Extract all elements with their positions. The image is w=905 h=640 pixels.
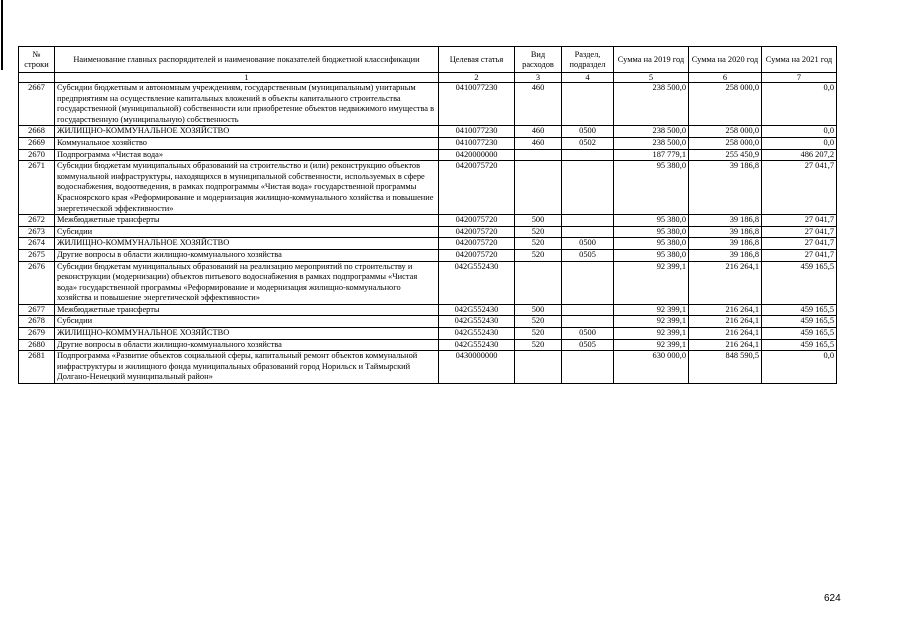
row-sum-2019: 92 399,1 bbox=[614, 328, 689, 340]
row-name: ЖИЛИЩНО-КОММУНАЛЬНОЕ ХОЗЯЙСТВО bbox=[55, 126, 439, 138]
column-number: 2 bbox=[439, 73, 515, 83]
row-name: Коммунальное хозяйство bbox=[55, 137, 439, 149]
column-number: 1 bbox=[55, 73, 439, 83]
left-margin-rule bbox=[1, 0, 3, 70]
row-sum-2019: 95 380,0 bbox=[614, 215, 689, 227]
row-vid: 520 bbox=[515, 316, 562, 328]
table-row bbox=[19, 161, 837, 215]
table-row bbox=[19, 83, 837, 126]
row-name: Межбюджетные трансферты bbox=[55, 215, 439, 227]
row-sum-2019: 630 000,0 bbox=[614, 351, 689, 384]
row-sum-2020: 216 264,1 bbox=[689, 339, 762, 351]
row-sum-2021: 459 165,5 bbox=[762, 328, 837, 340]
row-vid: 520 bbox=[515, 249, 562, 261]
table-row bbox=[19, 226, 837, 238]
row-name: Подпрограмма «Развитие объектов социальной сферы, капитальный ремонт объектов коммунальной инфраструктуры и жилищного фонда муниципальных образований город Норильск и Таймырский Долгано-Ненецкий муниципальный район» bbox=[55, 351, 439, 384]
header-vid: Вид расходов bbox=[515, 47, 562, 73]
row-name: Субсидии бюджетным и автономным учреждениям, государственным (муниципальным) унитарным предприятиям на осуществление капитальных вложений в объекты капитального строительства государственной (муниципальной) собственности или приобретение объектов недвижимого имущества в государственную (муниципальную) собственность bbox=[55, 83, 439, 126]
table-row bbox=[19, 261, 837, 304]
row-name: Межбюджетные трансферты bbox=[55, 304, 439, 316]
row-sum-2019: 95 380,0 bbox=[614, 226, 689, 238]
row-article: 042G552430 bbox=[439, 328, 515, 340]
row-razdel: 0505 bbox=[562, 249, 614, 261]
table-row bbox=[19, 126, 837, 138]
header-razdel: Раздел, подраздел bbox=[562, 47, 614, 73]
row-sum-2019: 95 380,0 bbox=[614, 249, 689, 261]
row-razdel bbox=[562, 215, 614, 227]
row-name: Субсидии bbox=[55, 226, 439, 238]
row-vid: 500 bbox=[515, 215, 562, 227]
row-sum-2021: 486 207,2 bbox=[762, 149, 837, 161]
column-number: 4 bbox=[562, 73, 614, 83]
row-sum-2021: 0,0 bbox=[762, 126, 837, 138]
row-sum-2021: 0,0 bbox=[762, 351, 837, 384]
row-sum-2019: 95 380,0 bbox=[614, 238, 689, 250]
header-no: № строки bbox=[19, 47, 55, 73]
row-article: 0420075720 bbox=[439, 249, 515, 261]
row-sum-2021: 27 041,7 bbox=[762, 161, 837, 215]
row-number: 2678 bbox=[19, 316, 55, 328]
row-razdel: 0502 bbox=[562, 137, 614, 149]
row-sum-2019: 238 500,0 bbox=[614, 137, 689, 149]
row-vid: 460 bbox=[515, 83, 562, 126]
row-vid: 500 bbox=[515, 304, 562, 316]
row-sum-2020: 258 000,0 bbox=[689, 126, 762, 138]
row-vid: 520 bbox=[515, 238, 562, 250]
table-row bbox=[19, 137, 837, 149]
table-row bbox=[19, 249, 837, 261]
table-row bbox=[19, 316, 837, 328]
row-vid: 520 bbox=[515, 226, 562, 238]
row-vid bbox=[515, 161, 562, 215]
row-sum-2019: 92 399,1 bbox=[614, 304, 689, 316]
row-number: 2671 bbox=[19, 161, 55, 215]
row-name: ЖИЛИЩНО-КОММУНАЛЬНОЕ ХОЗЯЙСТВО bbox=[55, 328, 439, 340]
row-sum-2020: 216 264,1 bbox=[689, 261, 762, 304]
row-number: 2673 bbox=[19, 226, 55, 238]
row-sum-2021: 27 041,7 bbox=[762, 238, 837, 250]
header-row bbox=[19, 47, 837, 73]
row-name: Другие вопросы в области жилищно-коммунального хозяйства bbox=[55, 339, 439, 351]
header-sum2019: Сумма на 2019 год bbox=[614, 47, 689, 73]
row-razdel bbox=[562, 351, 614, 384]
row-sum-2021: 27 041,7 bbox=[762, 215, 837, 227]
table-row bbox=[19, 339, 837, 351]
page-number: 624 bbox=[824, 593, 841, 604]
row-sum-2021: 459 165,5 bbox=[762, 304, 837, 316]
row-sum-2019: 238 500,0 bbox=[614, 126, 689, 138]
row-name: Другие вопросы в области жилищно-коммунального хозяйства bbox=[55, 249, 439, 261]
row-name: Субсидии bbox=[55, 316, 439, 328]
table-row bbox=[19, 328, 837, 340]
column-number bbox=[19, 73, 55, 83]
row-razdel: 0505 bbox=[562, 339, 614, 351]
column-number: 5 bbox=[614, 73, 689, 83]
row-number: 2675 bbox=[19, 249, 55, 261]
row-article: 0420075720 bbox=[439, 238, 515, 250]
row-sum-2020: 39 186,8 bbox=[689, 226, 762, 238]
table-row bbox=[19, 351, 837, 384]
row-number: 2674 bbox=[19, 238, 55, 250]
row-article: 0420075720 bbox=[439, 215, 515, 227]
row-number: 2677 bbox=[19, 304, 55, 316]
row-razdel bbox=[562, 304, 614, 316]
row-name: Субсидии бюджетам муниципальных образований на строительство и (или) реконструкцию объектов коммунальной инфраструктуры, находящихся в муниципальной собственности, используемых в сфере водоснабжения, водоотведения, в рамках подпрограммы «Чистая вода» государственной программы Красноярского края «Реформирование и модернизация жилищно-коммунального хозяйства и повышение энергетической эффективности» bbox=[55, 161, 439, 215]
row-sum-2020: 848 590,5 bbox=[689, 351, 762, 384]
row-sum-2021: 459 165,5 bbox=[762, 339, 837, 351]
row-sum-2020: 216 264,1 bbox=[689, 328, 762, 340]
table-body bbox=[19, 83, 837, 384]
row-razdel: 0500 bbox=[562, 328, 614, 340]
row-sum-2021: 0,0 bbox=[762, 83, 837, 126]
row-name: Субсидии бюджетам муниципальных образований на реализацию мероприятий по строительству и реконструкции (модернизации) объектов питьевого водоснабжения в рамках подпрограммы «Чистая вода» государственной программы «Реформирование и модернизация жилищно-коммунального хозяйства и повышение энергетической эффективности» bbox=[55, 261, 439, 304]
budget-table bbox=[18, 46, 837, 384]
row-vid bbox=[515, 351, 562, 384]
column-number: 7 bbox=[762, 73, 837, 83]
row-number: 2681 bbox=[19, 351, 55, 384]
row-article: 0420075720 bbox=[439, 226, 515, 238]
row-article: 0420000000 bbox=[439, 149, 515, 161]
row-vid: 520 bbox=[515, 328, 562, 340]
row-number: 2667 bbox=[19, 83, 55, 126]
row-razdel bbox=[562, 149, 614, 161]
row-sum-2019: 92 399,1 bbox=[614, 316, 689, 328]
column-number: 3 bbox=[515, 73, 562, 83]
row-number: 2676 bbox=[19, 261, 55, 304]
row-number: 2680 bbox=[19, 339, 55, 351]
row-sum-2020: 39 186,8 bbox=[689, 215, 762, 227]
row-article: 0410077230 bbox=[439, 126, 515, 138]
row-sum-2021: 27 041,7 bbox=[762, 249, 837, 261]
row-sum-2020: 255 450,9 bbox=[689, 149, 762, 161]
row-sum-2021: 459 165,5 bbox=[762, 261, 837, 304]
row-sum-2021: 27 041,7 bbox=[762, 226, 837, 238]
row-name: ЖИЛИЩНО-КОММУНАЛЬНОЕ ХОЗЯЙСТВО bbox=[55, 238, 439, 250]
row-razdel bbox=[562, 226, 614, 238]
row-sum-2020: 216 264,1 bbox=[689, 316, 762, 328]
row-vid bbox=[515, 261, 562, 304]
header-sum2020: Сумма на 2020 год bbox=[689, 47, 762, 73]
table-row bbox=[19, 304, 837, 316]
row-sum-2019: 238 500,0 bbox=[614, 83, 689, 126]
row-article: 042G552430 bbox=[439, 261, 515, 304]
row-razdel: 0500 bbox=[562, 126, 614, 138]
column-number-row bbox=[19, 73, 837, 83]
row-number: 2669 bbox=[19, 137, 55, 149]
row-vid: 460 bbox=[515, 137, 562, 149]
header-sum2021: Сумма на 2021 год bbox=[762, 47, 837, 73]
row-sum-2020: 39 186,8 bbox=[689, 249, 762, 261]
row-sum-2019: 92 399,1 bbox=[614, 261, 689, 304]
row-razdel: 0500 bbox=[562, 238, 614, 250]
row-number: 2679 bbox=[19, 328, 55, 340]
header-name: Наименование главных распорядителей и наименование показателей бюджетной классификации bbox=[55, 47, 439, 73]
row-razdel bbox=[562, 316, 614, 328]
table-row bbox=[19, 238, 837, 250]
row-sum-2020: 39 186,8 bbox=[689, 161, 762, 215]
header-article: Целевая статья bbox=[439, 47, 515, 73]
row-article: 0430000000 bbox=[439, 351, 515, 384]
row-name: Подпрограмма «Чистая вода» bbox=[55, 149, 439, 161]
row-sum-2019: 187 779,1 bbox=[614, 149, 689, 161]
row-article: 0410077230 bbox=[439, 137, 515, 149]
row-razdel bbox=[562, 161, 614, 215]
row-number: 2670 bbox=[19, 149, 55, 161]
row-sum-2020: 216 264,1 bbox=[689, 304, 762, 316]
row-article: 0410077230 bbox=[439, 83, 515, 126]
row-vid: 520 bbox=[515, 339, 562, 351]
row-sum-2019: 92 399,1 bbox=[614, 339, 689, 351]
row-sum-2020: 258 000,0 bbox=[689, 83, 762, 126]
row-vid: 460 bbox=[515, 126, 562, 138]
row-sum-2020: 258 000,0 bbox=[689, 137, 762, 149]
row-article: 042G552430 bbox=[439, 339, 515, 351]
row-number: 2668 bbox=[19, 126, 55, 138]
row-sum-2021: 459 165,5 bbox=[762, 316, 837, 328]
column-number: 6 bbox=[689, 73, 762, 83]
row-article: 042G552430 bbox=[439, 304, 515, 316]
row-sum-2021: 0,0 bbox=[762, 137, 837, 149]
row-article: 042G552430 bbox=[439, 316, 515, 328]
row-number: 2672 bbox=[19, 215, 55, 227]
row-sum-2020: 39 186,8 bbox=[689, 238, 762, 250]
row-razdel bbox=[562, 83, 614, 126]
table-row bbox=[19, 149, 837, 161]
row-sum-2019: 95 380,0 bbox=[614, 161, 689, 215]
row-razdel bbox=[562, 261, 614, 304]
row-article: 0420075720 bbox=[439, 161, 515, 215]
row-vid bbox=[515, 149, 562, 161]
table-row bbox=[19, 215, 837, 227]
